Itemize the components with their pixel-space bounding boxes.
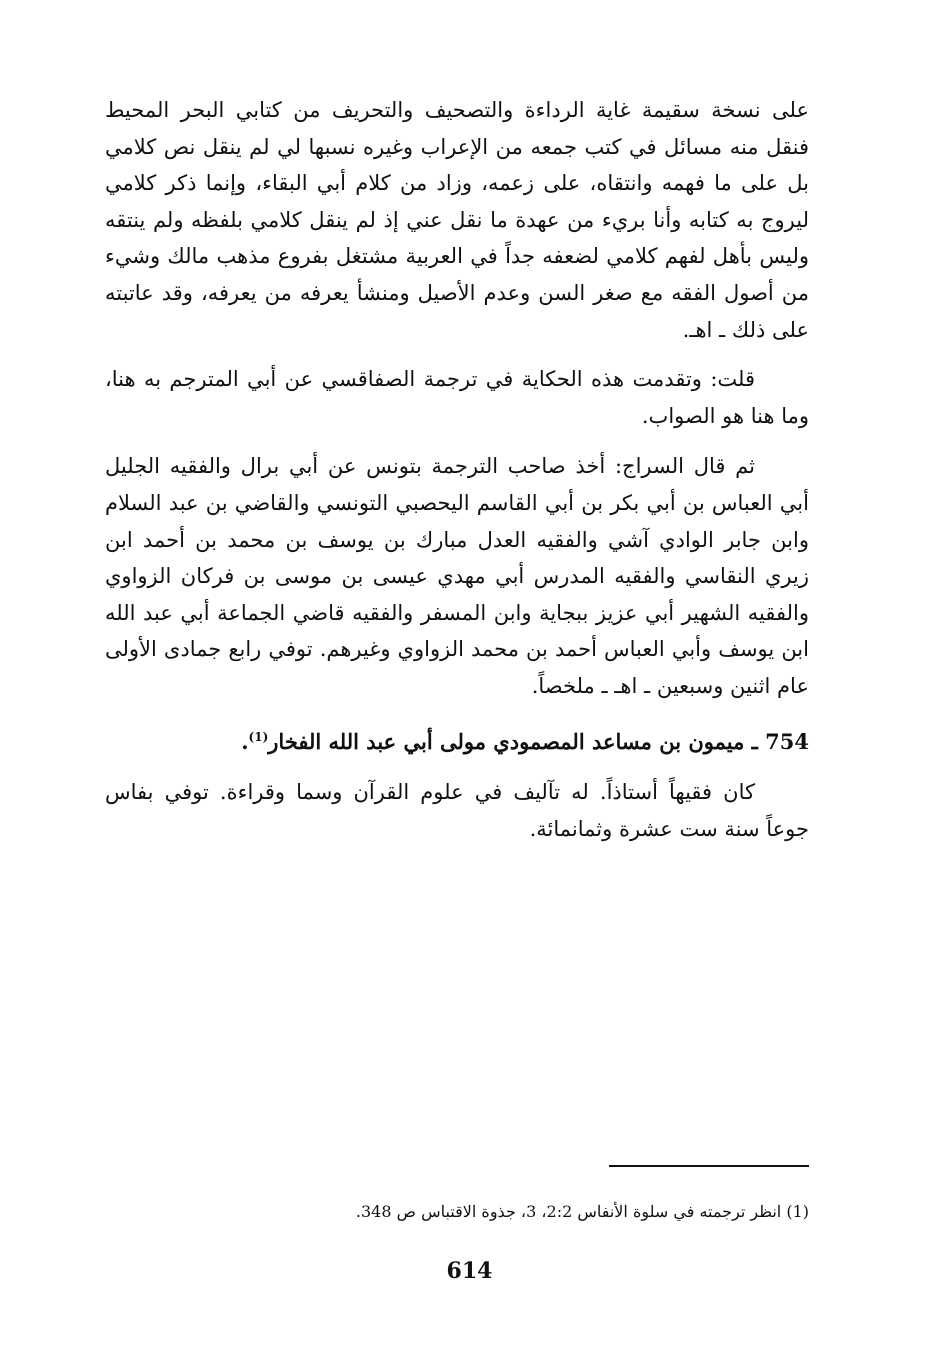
paragraph-3: ثم قال السراج: أخذ صاحب الترجمة بتونس عن أبي برال والفقيه الجليل أبي العباس بن أبي بكر بن أبي القاسم اليحصبي التونسي والقاضي بن عبد السلام وابن جابر الوادي آشي والفقيه العدل مبارك بن يوسف بن محمد بن أحمد ابن زيري النقاسي والفقيه المدرس أبي مهدي عيسى بن موسى بن فركان الزواوي والفقيه الشهير أبي عزيز ببجاية وابن المسفر والفقيه قاضي الجماعة أبي عبد الله ابن يوسف وأبي العباس أحمد بن محمد الزواوي وغيرهم. توفي رابع جمادى الأولى عام اثنين وسبعين ـ اهـ ـ ملخصاً. bbox=[105, 454, 809, 698]
paragraph-1: على نسخة سقيمة غاية الرداءة والتصحيف والتحريف من كتابي البحر المحيط فنقل منه مسائل في كتب جمعه من الإعراب وغيره نسبها لي لم ينقل نص كلامي بل على ما فهمه وانتقاه، على زعمه، وزاد من كلام أبي البقاء، وإنما ذكر كلامي ليروج به كتابه وأنا بريء من عهدة ما نقل عني إذ لم ينقل كلامي بلفظه ولم ينتقه وليس بأهل لفهم كلامي لضعفه جداً في العربية مشتغل بفروع مذهب مالك وشيء من أصول الفقه مع صغر السن وعدم الأصيل ومنشأ يعرفه من يعرفه، وقد عاتبته على ذلك ـ اهـ. bbox=[105, 98, 809, 342]
entry-title: ميمون بن مساعد المصمودي مولى أبي عبد الله الفخار bbox=[268, 728, 745, 754]
page-number: 614 bbox=[446, 1258, 493, 1284]
paragraph-4: كان فقيهاً أستاذاً. له تآليف في علوم القرآن وسما وقراءة. توفي بفاس جوعاً سنة ست عشرة وثمانمائة. bbox=[105, 780, 809, 841]
entry-number: 754 bbox=[765, 728, 809, 754]
footnote-text: (1) انظر ترجمته في سلوة الأنفاس 2:2، 3، جذوة الاقتباس ص 348. bbox=[355, 1202, 809, 1221]
footnote-divider bbox=[609, 1165, 809, 1167]
page-body bbox=[105, 92, 809, 847]
entry-period: . bbox=[241, 728, 249, 754]
footnote-marker: (1) bbox=[248, 729, 269, 744]
entry-heading bbox=[105, 719, 809, 761]
paragraph-2: قلت: وتقدمت هذه الحكاية في ترجمة الصفاقسي عن أبي المترجم به هنا، وما هنا هو الصواب. bbox=[105, 367, 809, 428]
entry-dash: ـ bbox=[744, 728, 766, 754]
